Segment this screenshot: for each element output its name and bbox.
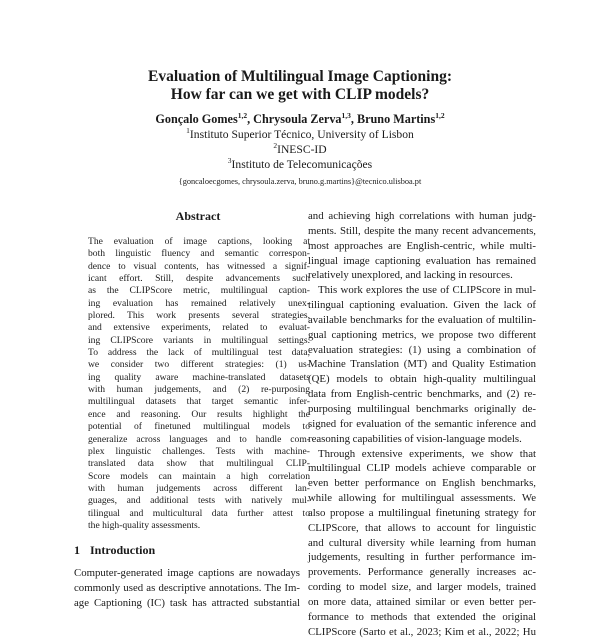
paragraph-line: while allowing for multilingual assessments. We bbox=[308, 491, 536, 506]
author-name: Chrysoula Zerva bbox=[253, 112, 341, 126]
abstract-line: both linguistic fluency and semantic correspon- bbox=[88, 248, 310, 260]
section-number: 1 bbox=[74, 543, 90, 558]
paragraph-line: CLIPScore (Sarto et al., 2023; Kim et al., 2022; Hu bbox=[308, 625, 536, 639]
paragraph-line: tilingual captioning evaluation. Given the lack of bbox=[308, 298, 536, 313]
paragraph bbox=[308, 209, 536, 283]
affiliation-3: $^3$Instituto de Telecomunicações bbox=[0, 158, 600, 171]
paragraph-line: on more data, attained similar or even better per- bbox=[308, 595, 536, 610]
abstract-line: with human judgements across different lan- bbox=[88, 483, 310, 495]
affiliation-1: $^1$Instituto Superior Técnico, University of Lisbon bbox=[0, 128, 600, 141]
author-list: Gonçalo Gomes$^{1,2}$, Chrysoula Zerva$^{1,3}$, Bruno Martins$^{1,2}$ bbox=[0, 112, 600, 127]
paragraph bbox=[308, 283, 536, 446]
abstract-line: guages, and additional tests with natively mul- bbox=[88, 495, 310, 507]
paragraph-line: judgements, resulting in further performance im- bbox=[308, 550, 536, 565]
paragraph-line: purposing multilingual benchmarks originally de- bbox=[308, 402, 536, 417]
author-affiliation-marker: 1,2 bbox=[435, 111, 444, 120]
author-emails: {goncaloecgomes, chrysoula.zerva, bruno.g.martins}@tecnico.ulisboa.pt bbox=[0, 177, 600, 186]
paragraph-line: formance to methods that extended the original bbox=[308, 610, 536, 625]
affiliation-2: $^2$INESC-ID bbox=[0, 143, 600, 156]
title-line-2: How far can we get with CLIP models? bbox=[171, 86, 429, 103]
author-affiliation-marker: 1,2 bbox=[238, 111, 247, 120]
abstract-line: we consider two different strategies: (1) us- bbox=[88, 359, 310, 371]
paragraph-line: This work explores the use of CLIPScore in mul- bbox=[308, 283, 536, 298]
paper-title bbox=[0, 68, 600, 104]
paragraph-line: (QE) models to obtain high-quality multilingual bbox=[308, 372, 536, 387]
abstract-line: tilingual and multicultural data further attest to bbox=[88, 508, 310, 520]
author-name: Gonçalo Gomes bbox=[155, 112, 237, 126]
paragraph-line: Machine Translation (MT) and Quality Estimation bbox=[308, 357, 536, 372]
author-affiliation-marker: 1,3 bbox=[342, 111, 351, 120]
paragraph-line: evaluation strategies: (1) using a combination of bbox=[308, 343, 536, 358]
abstract-line: generalize across languages and to handle com- bbox=[88, 434, 310, 446]
abstract-line: To address the lack of multilingual test data, bbox=[88, 347, 310, 359]
paragraph-line: data from English-centric benchmarks, and (2) re- bbox=[308, 387, 536, 402]
abstract-line: plex linguistic challenges. Tests with machine- bbox=[88, 446, 310, 458]
abstract-line: plored. This work presents several strategies, bbox=[88, 310, 310, 322]
abstract-line: as the CLIPScore metric, multilingual caption- bbox=[88, 285, 310, 297]
paragraph-line: also propose a multilingual finetuning strategy for bbox=[308, 506, 536, 521]
paragraph-line: lingual image captioning evaluation has remained bbox=[308, 254, 536, 269]
paragraph-line: most approaches are English-centric, while multi- bbox=[308, 239, 536, 254]
abstract-line: the high-quality assessments. bbox=[88, 520, 310, 532]
abstract-line: Score models can maintain a high correlation bbox=[88, 471, 310, 483]
paragraph-line: even better performance on English benchmarks, bbox=[308, 476, 536, 491]
introduction-line: Computer-generated image captions are nowadays bbox=[74, 566, 300, 581]
paragraph-line: CLIPScore, that allows to account for linguistic bbox=[308, 521, 536, 536]
abstract-line: and extensive experiments, related to evaluat- bbox=[88, 322, 310, 334]
paragraph-line: Through extensive experiments, we show that bbox=[308, 447, 536, 462]
introduction-line: age Captioning (IC) task has attracted substantial bbox=[74, 596, 300, 611]
paragraph-line: available benchmarks for the evaluation of multilin- bbox=[308, 313, 536, 328]
author-name: Bruno Martins bbox=[357, 112, 435, 126]
abstract-line: The evaluation of image captions, looking at bbox=[88, 236, 310, 248]
abstract-line: dence to visual contents, has witnessed a signif- bbox=[88, 261, 310, 273]
paragraph-line: provements. Performance generally increases ac- bbox=[308, 565, 536, 580]
abstract-line: potential of finetuned multilingual models to bbox=[88, 421, 310, 433]
paragraph-line: gual captioning metrics, we propose two different bbox=[308, 328, 536, 343]
right-column-body bbox=[308, 209, 536, 639]
paragraph-line: cording to model size, and larger models, trained bbox=[308, 580, 536, 595]
paragraph-line: relatively unexplored, and lacking in resources. bbox=[308, 268, 536, 283]
paragraph-line: multilingual CLIP models achieve comparable or bbox=[308, 461, 536, 476]
abstract-line: ence and reasoning. Our results highlight the bbox=[88, 409, 310, 421]
abstract-line: ing quality aware machine-translated datasets bbox=[88, 372, 310, 384]
abstract-body bbox=[88, 236, 310, 532]
introduction-line: commonly used as descriptive annotations. The Im- bbox=[74, 581, 300, 596]
section-title: Introduction bbox=[90, 543, 155, 557]
paragraph-line: reasoning capabilities of vision-language models. bbox=[308, 432, 536, 447]
introduction-body bbox=[74, 566, 300, 612]
paragraph bbox=[308, 447, 536, 639]
abstract-line: with human judgements, and (2) re-purposing bbox=[88, 384, 310, 396]
paragraph-line: signed for evaluation of the semantic inference and bbox=[308, 417, 536, 432]
abstract-heading: Abstract bbox=[88, 209, 308, 224]
paragraph-line: ments. Still, despite the many recent advancements, bbox=[308, 224, 536, 239]
section-heading-introduction bbox=[74, 543, 155, 558]
abstract-line: icant effort. Still, despite advancements such bbox=[88, 273, 310, 285]
paragraph-line: and cultural diversity while learning from human bbox=[308, 536, 536, 551]
abstract-line: multilingual datasets that target semantic infer- bbox=[88, 396, 310, 408]
abstract-line: ing evaluation has remained relatively unex- bbox=[88, 298, 310, 310]
abstract-line: ing CLIPScore variants in multilingual settings. bbox=[88, 335, 310, 347]
title-line-1: Evaluation of Multilingual Image Captioning: bbox=[148, 68, 452, 85]
paragraph-line: and achieving high correlations with human judg- bbox=[308, 209, 536, 224]
abstract-line: translated data show that multilingual CLIP- bbox=[88, 458, 310, 470]
